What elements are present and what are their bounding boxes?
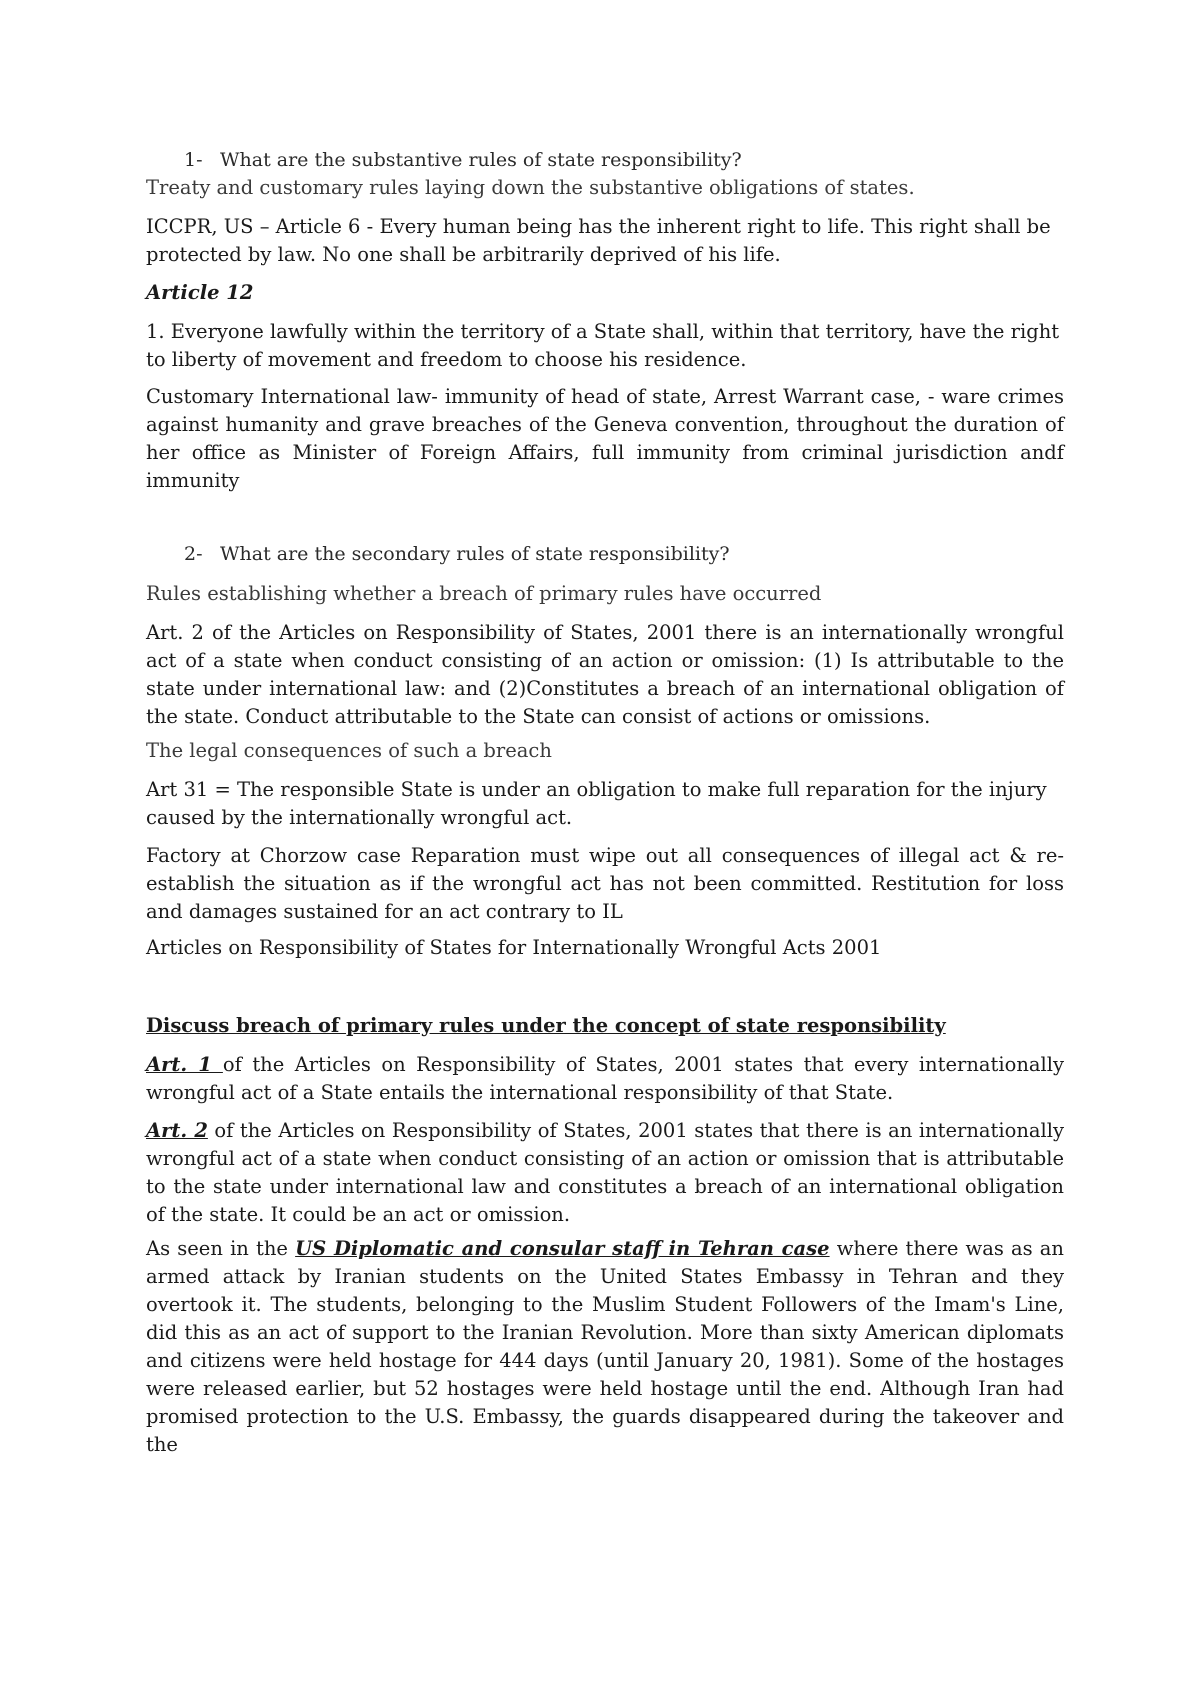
paragraph-iccpr: ICCPR, US – Article 6 - Every human being has the inherent right to life. This right shall be protected by law. No one shall be arbitrarily deprived of his life.	[146, 215, 1051, 266]
paragraph-art-2-primary	[146, 1117, 1064, 1229]
heading-discuss-breach: Discuss breach of primary rules under the concept of state responsibility	[146, 1014, 946, 1037]
paragraph-art-1-text: of the Articles on Responsibility of States, 2001 states that every internationally wrongful act of a State entails the international responsibility of that State.	[146, 1053, 1064, 1104]
paragraph-tehran-after: where there was as an armed attack by Iranian students on the United States Embassy in Tehran and they overtook it. The students, belonging to the Muslim Student Followers of the Imam's Line, did this as an act of support to the Iranian Revolution. More than sixty American diplomats and citizens were held hostage for 444 days (until January 20, 1981). Some of the hostages were released earlier, but 52 hostages were held hostage until the end. Although Iran had promised protection to the U.S. Embassy, the guards disappeared during the takeover and the	[146, 1237, 1064, 1456]
paragraph-art-2-primary-text: of the Articles on Responsibility of States, 2001 states that there is an internationally wrongful act of a state when conduct consisting of an action or omission that is attributable to the state under international law and constitutes a breach of an international obligation of the state. It could be an act or omission.	[146, 1119, 1064, 1226]
paragraph-articles-2001: Articles on Responsibility of States for Internationally Wrongful Acts 2001	[146, 936, 882, 959]
question-1	[184, 146, 742, 174]
ref-art-2: Art. 2	[146, 1119, 208, 1142]
paragraph-rules-establishing: Rules establishing whether a breach of primary rules have occurred	[146, 582, 822, 605]
paragraph-art-31: Art 31 = The responsible State is under an obligation to make full reparation for the injury caused by the internationally wrongful act.	[146, 778, 1047, 829]
question-1-text: What are the substantive rules of state responsibility?	[220, 149, 742, 171]
paragraph-tehran-before: As seen in the	[146, 1237, 296, 1260]
paragraph-treaty: Treaty and customary rules laying down the substantive obligations of states.	[146, 176, 915, 199]
paragraph-art-2-secondary: Art. 2 of the Articles on Responsibility of States, 2001 there is an internationally wrongful act of a state when conduct consisting of an action or omission: (1) Is attributable to the state under international law: and (2)Constitutes a breach of an international obligation of the state. Conduct attributable to the State can consist of actions or omissions.	[146, 621, 1064, 728]
question-2-number: 2-	[184, 543, 203, 565]
question-2-text: What are the secondary rules of state responsibility?	[220, 543, 730, 565]
paragraph-article-12-text: 1. Everyone lawfully within the territory of a State shall, within that territory, have the right to liberty of movement and freedom to choose his residence.	[146, 320, 1060, 371]
paragraph-tehran-case	[146, 1235, 1064, 1459]
question-1-number: 1-	[184, 149, 203, 171]
ref-art-1: Art. 1	[146, 1053, 223, 1076]
ref-tehran-case: US Diplomatic and consular staff in Tehran case	[295, 1237, 830, 1260]
heading-article-12: Article 12	[146, 281, 254, 304]
paragraph-legal-consequences: The legal consequences of such a breach	[146, 739, 552, 762]
paragraph-chorzow: Factory at Chorzow case Reparation must wipe out all consequences of illegal act & re-establish the situation as if the wrongful act has not been committed. Restitution for loss and damages sustained for an act contrary to IL	[146, 844, 1064, 923]
paragraph-art-1	[146, 1051, 1064, 1107]
paragraph-customary-law: Customary International law- immunity of head of state, Arrest Warrant case, - ware crimes against humanity and grave breaches of the Geneva convention, throughout the duration of her office as Minister of Foreign Affairs, full immunity from criminal jurisdiction andf immunity	[146, 385, 1064, 492]
question-2	[184, 540, 730, 568]
